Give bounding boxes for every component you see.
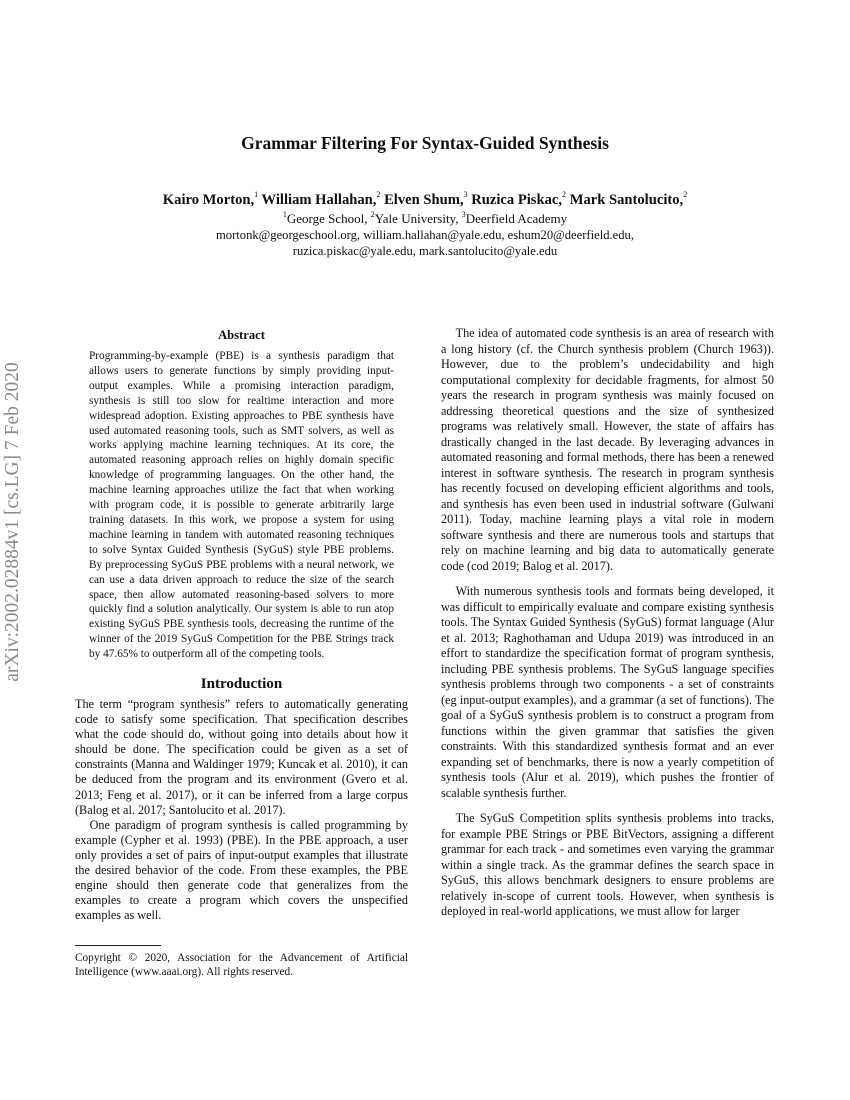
affil-mark: 2 xyxy=(370,209,375,219)
author: William Hallahan, xyxy=(261,192,377,208)
affiliation: George School, xyxy=(286,211,368,226)
affiliation: Deerfield Academy xyxy=(465,211,568,226)
paragraph: The SyGuS Competition splits synthesis problems into tracks, for example PBE Strings or PBE BitVectors, assigning a different grammar for each track - and sometimes even varying the grammar within a single track. As the grammar defines the search space in SyGuS, this allows benchmark designers to ensure problems are relatively in-scope of current tools. However, when synthesis is deployed in real-world applications, we must allow for larger xyxy=(441,811,774,918)
right-column-body xyxy=(441,326,774,920)
author: Elven Shum, xyxy=(384,192,464,208)
email-line: mortonk@georgeschool.org, william.hallahan@yale.edu, eshum20@deerfield.edu, xyxy=(216,228,634,242)
affil-mark: 1 xyxy=(282,209,287,219)
email-line: ruzica.piskac@yale.edu, mark.santolucito@yale.edu xyxy=(292,244,558,258)
paper-title: Grammar Filtering For Syntax-Guided Synthesis xyxy=(241,133,609,153)
paragraph: With numerous synthesis tools and formats being developed, it was difficult to empirically evaluate and compare existing synthesis tools. The Syntax Guided Synthesis (SyGuS) format language (Alur et al. 2013; Raghothaman and Udupa 2019) was introduced in an effort to standardize the specification format of program synthesis, including PBE synthesis problems. The SyGuS language specifies synthesis problems through two components - a set of constraints (eg input-output examples), and a grammar (a set of functions). The goal of a SyGuS synthesis problem is to construct a program from functions within the given grammar that satisfies the given constraints. With this standardized synthesis format and an ever expanding set of benchmarks, there is now a yearly competition of synthesis tools (Alur et al. 2019), which pushes the frontier of scalable synthesis further. xyxy=(441,584,774,800)
author: Kairo Morton, xyxy=(162,192,255,208)
abstract-heading: Abstract xyxy=(218,328,265,342)
paragraph: The term “program synthesis” refers to automatically generating code to satisfy some specification. That specification describes what the code should do, without going into details about how it should be done. The specification could be given as a set of constraints (Manna and Waldinger 1979; Kuncak et al. 2010), it can be deduced from the program and its environment (Gvero et al. 2013; Feng et al. 2017), or it can be inferred from a large corpus (Balog et al. 2017; Santolucito et al. 2017). xyxy=(75,697,408,817)
author: Mark Santolucito, xyxy=(569,192,684,208)
author-affil-mark: 2 xyxy=(562,190,567,200)
introduction-body xyxy=(75,697,408,923)
author-affil-mark: 2 xyxy=(376,190,381,200)
footnote-rule xyxy=(75,945,161,946)
author-affil-mark: 1 xyxy=(254,190,259,200)
author-list xyxy=(0,192,850,209)
author-emails xyxy=(0,227,850,259)
affiliation: Yale University, xyxy=(374,211,459,226)
arxiv-identifier: arXiv:2002.02884v1 [cs.LG] 7 Feb 2020 xyxy=(2,362,23,682)
author: Ruzica Piskac, xyxy=(471,192,563,208)
author-affil-mark: 2 xyxy=(683,190,688,200)
affil-mark: 3 xyxy=(461,209,466,219)
paragraph: The idea of automated code synthesis is an area of research with a long history (cf. the Church synthesis problem (Church 1963)). However, due to the problem’s undecidability and high computational complexity for decidable fragments, for almost 50 years the research in program synthesis was mainly focused on addressing theoretical questions and the size of synthesized programs was relatively small. However, the state of affairs has drastically changed in the last decade. By leveraging advances in automated reasoning and formal methods, there has been a renewed interest in software synthesis. The research in program synthesis has recently focused on developing efficient algorithms and tools, and synthesis has even been used in industrial software (Gulwani 2011). Today, machine learning plays a vital role in modern software synthesis and there are numerous tools and startups that rely on machine learning and big data to automatically generate code (cod 2019; Balog et al. 2017). xyxy=(441,326,774,573)
abstract-text: Programming-by-example (PBE) is a synthesis paradigm that allows users to generate functions by simply providing input-output examples. While a promising interaction paradigm, synthesis is still too slow for realtime interaction and more widespread adoption. Existing approaches to PBE synthesis have used automated reasoning tools, such as SMT solvers, as well as works applying machine learning techniques. At its core, the automated reasoning approach relies on highly domain specific knowledge of programming languages. On the other hand, the machine learning approaches utilize the fact that when working with program code, it is possible to generate arbitrarily large training datasets. In this work, we propose a system for using machine learning in tandem with automated reasoning techniques to solve Syntax Guided Synthesis (SyGuS) style PBE problems. By preprocessing SyGuS PBE problems with a neural network, we can use a data driven approach to reduce the size of the search space, then allow automated reasoning-based solvers to more quickly find a solution analytically. Our system is able to run atop existing SyGuS PBE synthesis tools, decreasing the runtime of the winner of the 2019 SyGuS Competition for the PBE Strings track by 47.65% to outperform all of the competing tools. xyxy=(89,350,394,661)
author-affil-mark: 3 xyxy=(463,190,468,200)
copyright-notice: Copyright © 2020, Association for the Advancement of Artificial Intelligence (www.aaai.org). All rights reserved. xyxy=(75,952,408,978)
affiliations xyxy=(0,211,850,227)
paragraph: One paradigm of program synthesis is called programming by example (Cypher et al. 1993) (PBE). In the PBE approach, a user only provides a set of pairs of input-output examples that illustrate the desired behavior of the code. From these examples, the PBE engine should then generate code that generalizes from the examples to create a program which covers the unspecified examples as well. xyxy=(75,817,408,923)
introduction-heading: Introduction xyxy=(200,676,283,692)
